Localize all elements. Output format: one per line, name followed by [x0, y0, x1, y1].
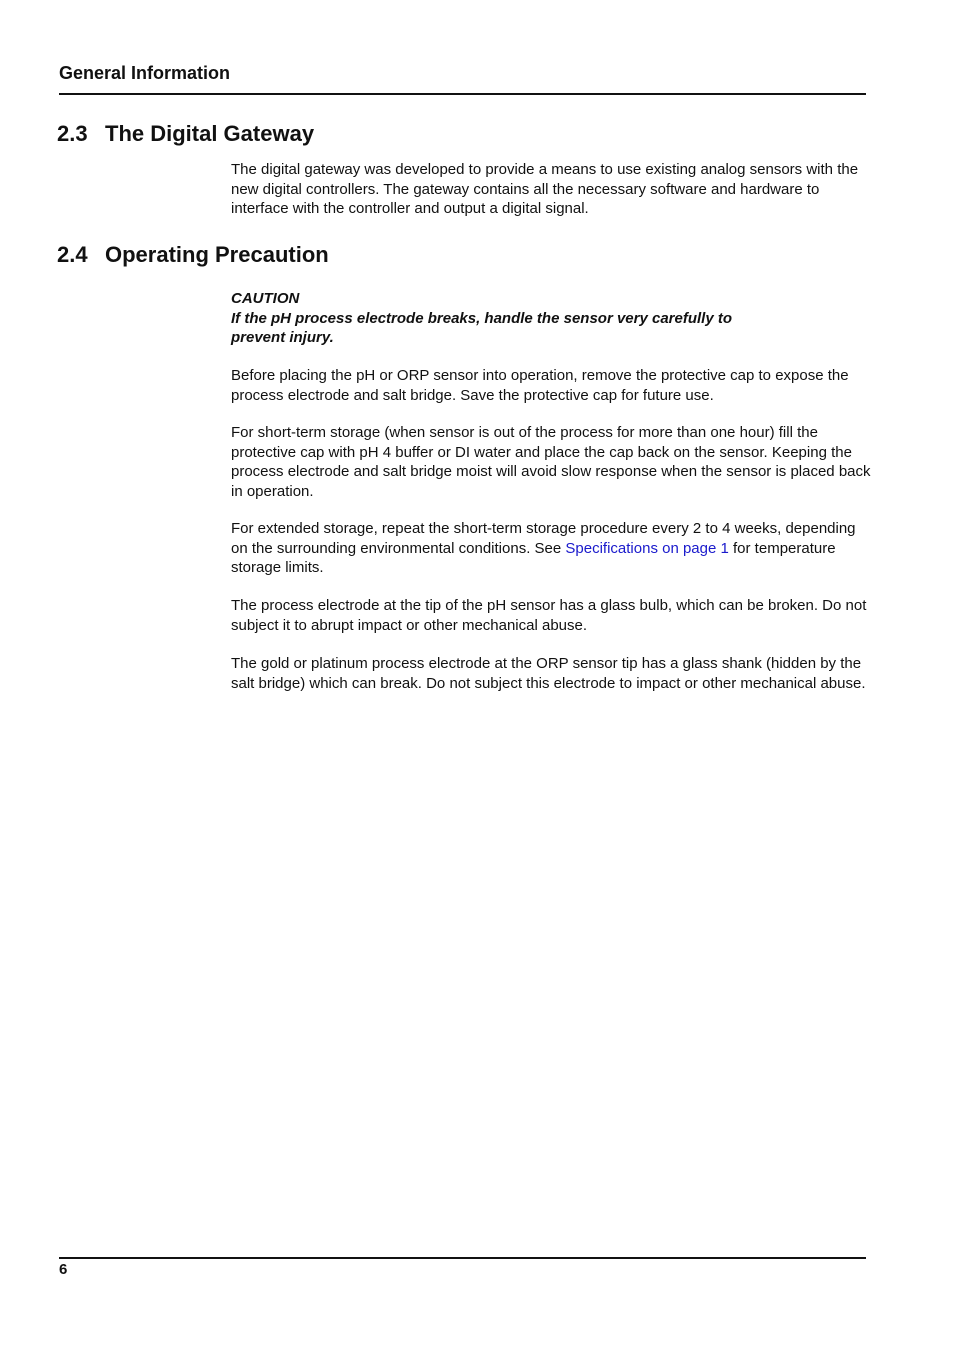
- header-rule: [59, 93, 866, 95]
- paragraph-extended-storage: [231, 519, 871, 578]
- paragraph: The gold or platinum process electrode at the ORP sensor tip has a glass shank (hidden by the salt bridge) which can break. Do not subject this electrode to impact or other mechanical abuse.: [231, 655, 866, 692]
- paragraph-glass-bulb: [231, 596, 871, 635]
- section-number: 2.3: [57, 121, 88, 146]
- paragraph: The process electrode at the tip of the pH sensor has a glass bulb, which can be broken. Do not subject it to abrupt impact or other mechanical abuse.: [231, 597, 867, 634]
- caution-label: CAUTION: [231, 290, 300, 307]
- caution-text-line: prevent injury.: [231, 329, 334, 346]
- paragraph: [231, 519, 871, 578]
- section-heading-2-3: [57, 121, 314, 147]
- section-title: The Digital Gateway: [105, 121, 315, 146]
- caution-block: [231, 289, 871, 348]
- section-number: 2.4: [57, 242, 88, 267]
- paragraph: The digital gateway was developed to provide a means to use existing analog sensors with the new digital controllers. The gateway contains all the necessary software and hardware to interface with the controller and output a digital signal.: [231, 161, 859, 217]
- page-number: 6: [59, 1261, 68, 1278]
- footer-rule: [59, 1257, 866, 1259]
- paragraph: For short-term storage (when sensor is out of the process for more than one hour) fill the protective cap with pH 4 buffer or DI water and place the cap back on the sensor. Keeping the process electrode and salt bridge moist will avoid slow response when the sensor is placed back in operation.: [231, 424, 871, 500]
- section-heading-2-4: [57, 242, 329, 268]
- paragraph-before-operation: [231, 366, 871, 405]
- running-header: General Information: [59, 63, 231, 83]
- caution-text-line: If the pH process electrode breaks, handle the sensor very carefully to: [231, 309, 733, 327]
- paragraph-short-term-storage: [231, 423, 871, 501]
- paragraph: Before placing the pH or ORP sensor into operation, remove the protective cap to expose the process electrode and salt bridge. Save the protective cap for future use.: [231, 367, 849, 404]
- text-run: For extended storage, repeat the short-term storage procedure every 2 to 4 weeks, depending on the surrounding environmental conditions. See: [231, 520, 856, 557]
- gateway-paragraph: [231, 160, 871, 219]
- section-title: Operating Precaution: [105, 242, 329, 267]
- specifications-link[interactable]: Specifications on page 1: [565, 539, 729, 557]
- paragraph-orp-electrode: [231, 654, 871, 693]
- text-run: for temperature storage limits.: [231, 539, 836, 576]
